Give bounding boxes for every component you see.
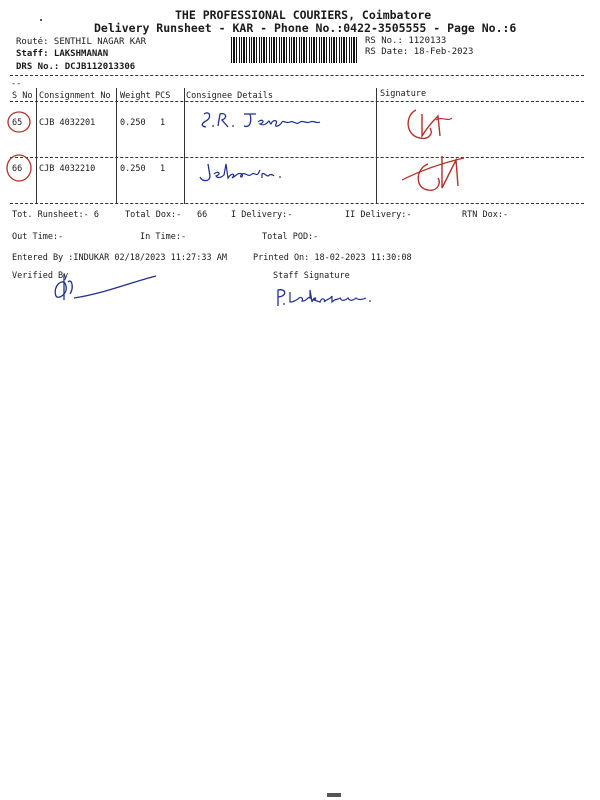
staff-signature-label: Staff Signature <box>273 271 350 281</box>
in-time: In Time:- <box>140 232 187 242</box>
verified-signature <box>52 272 162 304</box>
col-header-pcs: PCS <box>155 91 171 101</box>
col-line <box>376 88 377 204</box>
printed-on: Printed On: 18-02-2023 11:30:08 <box>253 253 412 263</box>
ii-delivery: II Delivery:- <box>345 210 412 220</box>
table-header-divider <box>10 101 584 102</box>
row-weight: 0.250 <box>120 164 146 174</box>
col-line <box>116 88 117 204</box>
circle-mark-66 <box>4 151 38 183</box>
company-title: THE PROFESSIONAL COURIERS, Coimbatore <box>175 8 432 22</box>
total-dox-label: Total Dox:- <box>125 210 182 220</box>
drs-number: DRS No.: DCJB112013306 <box>16 62 136 72</box>
rs-number: RS No.: 1120133 <box>365 36 447 46</box>
staff-label: Staff: LAKSHMANAN <box>16 49 109 59</box>
table-bottom-divider <box>10 203 584 204</box>
runsheet-title: Delivery Runsheet - KAR - Phone No.:0422-3505555 - Page No.:6 <box>94 21 517 35</box>
header-divider <box>10 75 584 76</box>
handwritten-consignee-65 <box>200 108 330 132</box>
out-time: Out Time:- <box>12 232 64 242</box>
handwritten-consignee-66 <box>198 160 288 184</box>
tot-runsheet: Tot. Runsheet:- 6 <box>12 210 99 220</box>
row-consignment: CJB 4032201 <box>39 118 96 128</box>
verified-by-label: Verified By <box>12 271 69 281</box>
header-marker: -- <box>11 79 22 89</box>
row-sno: 66 <box>12 164 23 174</box>
row-divider <box>10 157 584 158</box>
col-header-consignee: Consignee Details <box>186 91 273 101</box>
staff-signature <box>274 286 374 308</box>
circle-mark-65 <box>5 108 37 134</box>
col-line <box>184 88 185 204</box>
signature-65 <box>400 106 460 146</box>
col-line <box>36 88 37 204</box>
col-header-sno: S No <box>12 91 33 101</box>
row-weight: 0.250 <box>120 118 146 128</box>
route-label: Routé: SENTHIL NAGAR KAR <box>16 37 147 47</box>
scan-mark <box>327 793 341 797</box>
rs-date: RS Date: 18-Feb-2023 <box>365 47 474 57</box>
rtn-dox: RTN Dox:- <box>462 210 509 220</box>
row-sno: 65 <box>12 118 23 128</box>
col-header-weight: Weight <box>120 91 151 101</box>
scan-mark <box>40 19 42 21</box>
entered-by: Entered By :INDUKAR 02/18/2023 11:27:33 AM <box>12 253 227 263</box>
row-pcs: 1 <box>160 118 166 128</box>
col-header-signature: Signature <box>380 89 427 99</box>
total-dox-value: 66 <box>197 210 208 220</box>
barcode <box>231 37 359 63</box>
row-pcs: 1 <box>160 164 166 174</box>
total-pod: Total POD:- <box>262 232 319 242</box>
row-consignment: CJB 4032210 <box>39 164 96 174</box>
i-delivery: I Delivery:- <box>231 210 293 220</box>
col-header-consignment: Consignment No <box>39 91 111 101</box>
signature-66 <box>398 150 488 198</box>
